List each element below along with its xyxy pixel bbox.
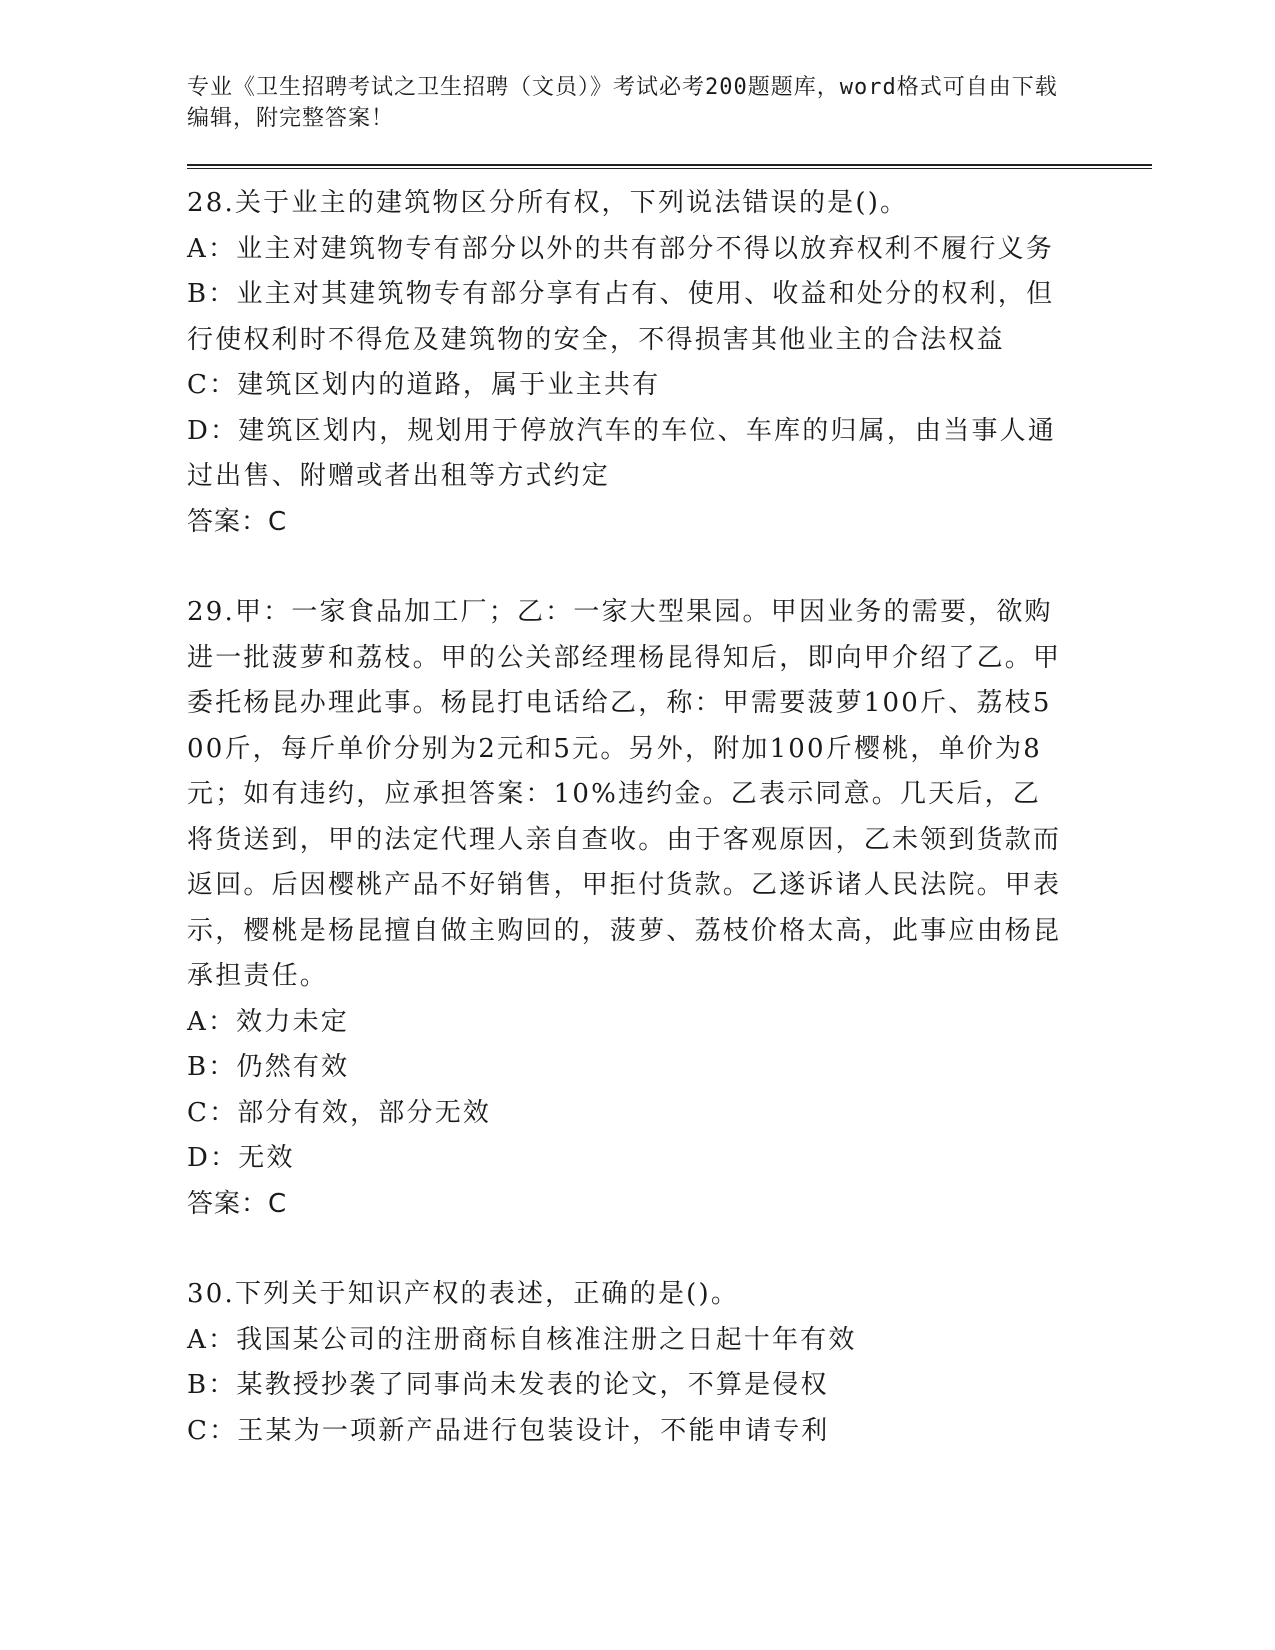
option-b: B：仍然有效	[187, 1052, 350, 1082]
question-29	[187, 590, 1067, 1227]
document-page	[187, 72, 1067, 1454]
option-c: C：建筑区划内的道路，属于业主共有	[187, 370, 661, 400]
option-b: B：业主对其建筑物专有部分享有占有、使用、收益和处分的权利，但行使权利时不得危及建筑物的安全，不得损害其他业主的合法权益	[187, 279, 1055, 355]
question-list	[187, 181, 1067, 1454]
option-d: D：无效	[187, 1143, 295, 1173]
option-d: D：建筑区划内，规划用于停放汽车的车位、车库的归属，由当事人通过出售、附赠或者出租等方式约定	[187, 415, 1057, 491]
option-a: A：效力未定	[187, 1006, 349, 1037]
question-stem: 28.关于业主的建筑物区分所有权，下列说法错误的是()。	[187, 188, 909, 218]
header-divider	[187, 164, 1152, 169]
question-30	[187, 1272, 1067, 1454]
answer-text: 答案：C	[187, 1188, 288, 1219]
option-b: B：某教授抄袭了同事尚未发表的论文，不算是侵权	[187, 1370, 829, 1400]
question-28	[187, 181, 1067, 545]
option-a: A：业主对建筑物专有部分以外的共有部分不得以放弃权利不履行义务	[187, 233, 1054, 264]
option-a: A：我国某公司的注册商标自核准注册之日起十年有效	[187, 1324, 857, 1355]
question-stem: 30.下列关于知识产权的表述，正确的是()。	[187, 1279, 740, 1309]
document-header: 专业《卫生招聘考试之卫生招聘（文员）》考试必考200题题库，word格式可自由下载编辑，附完整答案！	[187, 75, 1058, 131]
option-c: C：王某为一项新产品进行包装设计，不能申请专利	[187, 1415, 830, 1446]
question-stem: 29.甲：一家食品加工厂；乙：一家大型果园。甲因业务的需要，欲购进一批菠萝和荔枝。甲的公关部经理杨昆得知后，即向甲介绍了乙。甲委托杨昆办理此事。杨昆打电话给乙，称：甲需要菠萝100斤、荔枝500斤，每斤单价分别为2元和5元。另外，附加100斤樱桃，单价为8元；如有违约，应承担答案：10%违约金。乙表示同意。几天后，乙将货送到，甲的法定代理人亲自查收。由于客观原因，乙未领到货款而返回。后因樱桃产品不好销售，甲拒付货款。乙遂诉诸人民法院。甲表示，樱桃是杨昆擅自做主购回的，菠萝、荔枝价格太高，此事应由杨昆承担责任。	[187, 597, 1062, 991]
option-c: C：部分有效，部分无效	[187, 1097, 492, 1128]
question-spacer	[187, 545, 1067, 590]
answer-text: 答案：C	[187, 506, 288, 537]
question-spacer	[187, 1227, 1067, 1272]
